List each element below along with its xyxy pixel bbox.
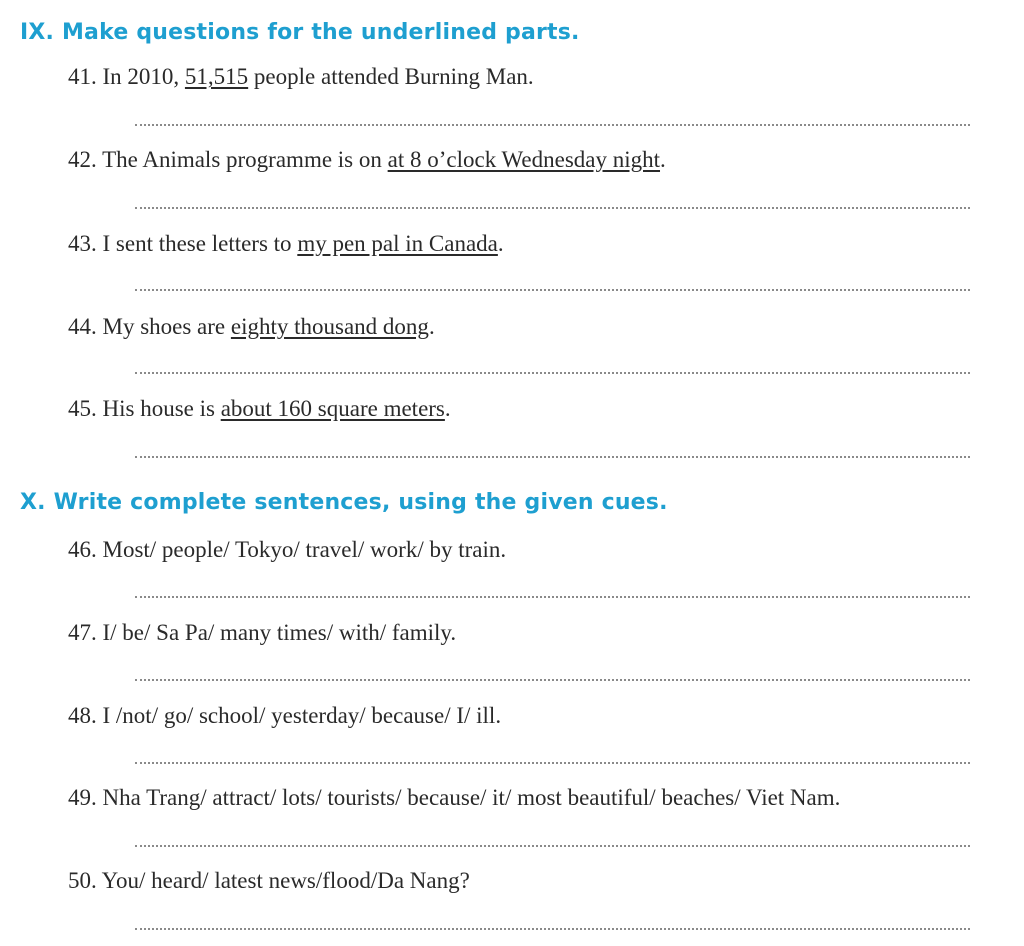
- sentence-50: [68, 868, 470, 894]
- sentence-number: 47.: [68, 620, 97, 645]
- underlined-part: at 8 o’clock Wednesday night: [387, 147, 661, 172]
- answer-line-50[interactable]: [135, 928, 970, 930]
- question-text-before: My shoes are: [102, 314, 231, 339]
- answer-line-45[interactable]: [135, 456, 970, 458]
- question-text-after: .: [444, 396, 451, 421]
- sentence-number: 48.: [68, 703, 97, 728]
- sentence-46: [68, 537, 506, 563]
- sentence-cues: I/ be/ Sa Pa/ many times/ with/ family.: [102, 620, 457, 645]
- question-45: [68, 396, 451, 422]
- sentence-number: 50.: [68, 868, 97, 893]
- answer-line-44[interactable]: [135, 372, 970, 374]
- question-text-before: His house is: [102, 396, 221, 421]
- sentence-47: [68, 620, 456, 646]
- answer-line-48[interactable]: [135, 762, 970, 764]
- underlined-part: eighty thousand dong: [230, 314, 429, 339]
- question-number: 45.: [68, 396, 97, 421]
- sentence-cues: I /not/ go/ school/ yesterday/ because/ I/ ill.: [102, 703, 502, 728]
- question-42: [68, 147, 666, 173]
- answer-line-46[interactable]: [135, 596, 970, 598]
- question-43: [68, 231, 504, 257]
- question-number: 41.: [68, 64, 97, 89]
- underlined-part: my pen pal in Canada: [297, 231, 498, 256]
- question-text-after: .: [660, 147, 666, 172]
- sentence-number: 46.: [68, 537, 97, 562]
- answer-line-43[interactable]: [135, 289, 970, 291]
- question-text-before: I sent these letters to: [102, 231, 298, 256]
- section-ix-title: IX. Make questions for the underlined parts.: [20, 20, 580, 45]
- question-41: [68, 64, 534, 90]
- sentence-49: [68, 785, 840, 811]
- sentence-cues: Most/ people/ Tokyo/ travel/ work/ by train.: [102, 537, 507, 562]
- question-text-after: .: [497, 231, 504, 256]
- question-number: 44.: [68, 314, 97, 339]
- sentence-cues: Nha Trang/ attract/ lots/ tourists/ because/ it/ most beautiful/ beaches/ Viet Nam.: [102, 785, 841, 810]
- question-text-after: .: [428, 314, 435, 339]
- sentence-cues: You/ heard/ latest news/flood/Da Nang?: [101, 868, 470, 893]
- underlined-part: 51,515: [184, 64, 249, 89]
- section-x-title: X. Write complete sentences, using the given cues.: [20, 490, 668, 515]
- question-text-before: The Animals programme is on: [102, 147, 388, 172]
- answer-line-47[interactable]: [135, 679, 970, 681]
- answer-line-42[interactable]: [135, 207, 970, 209]
- question-number: 42.: [68, 147, 97, 172]
- answer-line-41[interactable]: [135, 124, 970, 126]
- sentence-48: [68, 703, 501, 729]
- question-text-before: In 2010,: [102, 64, 185, 89]
- question-number: 43.: [68, 231, 97, 256]
- question-text-after: people attended Burning Man.: [248, 64, 534, 89]
- answer-line-49[interactable]: [135, 845, 970, 847]
- question-44: [68, 314, 435, 340]
- underlined-part: about 160 square meters: [220, 396, 445, 421]
- sentence-number: 49.: [68, 785, 97, 810]
